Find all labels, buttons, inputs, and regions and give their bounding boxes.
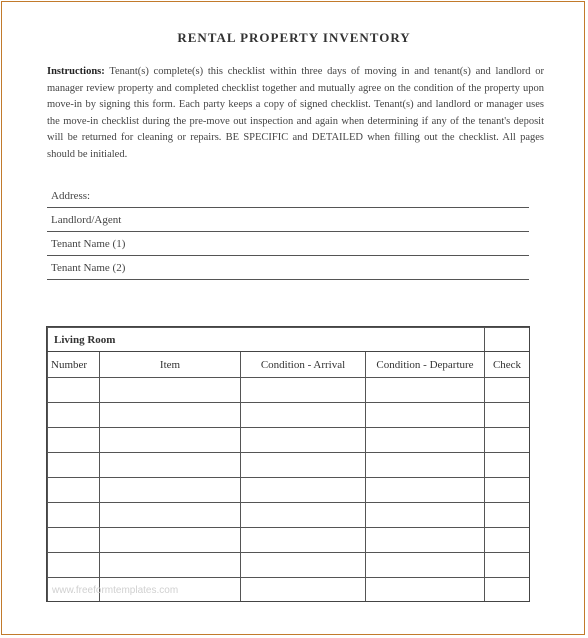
condition-departure-cell[interactable] — [366, 503, 485, 528]
check-cell[interactable] — [485, 503, 530, 528]
condition-departure-cell[interactable] — [366, 453, 485, 478]
column-header-condition-departure: Condition - Departure — [366, 352, 485, 378]
number-cell[interactable] — [48, 503, 100, 528]
landlord-agent-label: Landlord/Agent — [51, 214, 122, 226]
item-cell[interactable] — [100, 528, 241, 553]
tenant-name-2-field[interactable] — [47, 256, 529, 280]
check-cell[interactable] — [485, 528, 530, 553]
instructions-label: Instructions: — [47, 66, 105, 77]
condition-departure-cell[interactable] — [366, 528, 485, 553]
inventory-table-wrapper — [46, 326, 530, 602]
number-cell[interactable] — [48, 403, 100, 428]
condition-arrival-cell[interactable] — [241, 428, 366, 453]
check-cell[interactable] — [485, 578, 530, 603]
landlord-agent-field[interactable] — [47, 208, 529, 232]
column-header-number: Number — [48, 352, 100, 378]
address-field[interactable] — [47, 184, 529, 208]
number-cell[interactable] — [48, 528, 100, 553]
tenant-name-2-label: Tenant Name (2) — [51, 262, 126, 274]
tenant-name-1-label: Tenant Name (1) — [51, 238, 126, 250]
number-cell[interactable] — [48, 378, 100, 403]
condition-arrival-cell[interactable] — [241, 453, 366, 478]
instructions-text: Tenant(s) complete(s) this checklist within three days of moving in and tenant(s) and landlord or manager review property and completed checklist together and mutually agree on the condition of the property upon move-in by signing this form. Each party keeps a copy of signed checklist. Tenant(s) and landlord or manager uses the move-in checklist during the pre-move out inspection and again when determining if any of the tenant's deposit will be returned for cleaning or repairs. BE SPECIFIC and DETAILED when filling out the checklist. All pages should be initialed. — [47, 66, 544, 160]
number-cell[interactable] — [48, 453, 100, 478]
item-cell[interactable] — [100, 478, 241, 503]
condition-arrival-cell[interactable] — [241, 503, 366, 528]
item-cell[interactable] — [100, 453, 241, 478]
table-row — [48, 453, 530, 478]
table-header-row — [48, 352, 530, 378]
column-header-item: Item — [100, 352, 241, 378]
condition-departure-cell[interactable] — [366, 553, 485, 578]
condition-arrival-cell[interactable] — [241, 528, 366, 553]
tenant-name-1-field[interactable] — [47, 232, 529, 256]
condition-departure-cell[interactable] — [366, 478, 485, 503]
address-label: Address: — [51, 190, 91, 202]
check-cell[interactable] — [485, 553, 530, 578]
table-row — [48, 503, 530, 528]
condition-arrival-cell[interactable] — [241, 378, 366, 403]
document-title: RENTAL PROPERTY INVENTORY — [177, 30, 411, 45]
table-row — [48, 478, 530, 503]
inventory-table — [47, 327, 530, 602]
item-cell[interactable] — [100, 553, 241, 578]
condition-departure-cell[interactable] — [366, 378, 485, 403]
table-row — [48, 528, 530, 553]
condition-arrival-cell[interactable] — [241, 403, 366, 428]
condition-arrival-cell[interactable] — [241, 553, 366, 578]
condition-departure-cell[interactable] — [366, 403, 485, 428]
check-cell[interactable] — [485, 478, 530, 503]
table-row — [48, 403, 530, 428]
check-cell[interactable] — [485, 378, 530, 403]
table-row — [48, 378, 530, 403]
section-title: Living Room — [48, 328, 485, 352]
section-check-cell — [485, 328, 530, 352]
section-row — [48, 328, 530, 352]
condition-arrival-cell[interactable] — [241, 578, 366, 603]
table-row — [48, 553, 530, 578]
number-cell[interactable] — [48, 478, 100, 503]
watermark: www.freeformtemplates.com — [52, 585, 179, 596]
table-row — [48, 428, 530, 453]
item-cell[interactable] — [100, 503, 241, 528]
item-cell[interactable] — [100, 403, 241, 428]
column-header-check: Check — [485, 352, 530, 378]
check-cell[interactable] — [485, 428, 530, 453]
item-cell[interactable] — [100, 378, 241, 403]
check-cell[interactable] — [485, 453, 530, 478]
condition-departure-cell[interactable] — [366, 578, 485, 603]
number-cell[interactable] — [48, 553, 100, 578]
check-cell[interactable] — [485, 403, 530, 428]
item-cell[interactable] — [100, 428, 241, 453]
column-header-condition-arrival: Condition - Arrival — [241, 352, 366, 378]
condition-departure-cell[interactable] — [366, 428, 485, 453]
condition-arrival-cell[interactable] — [241, 478, 366, 503]
number-cell[interactable] — [48, 428, 100, 453]
table-body — [48, 378, 530, 603]
instructions-paragraph — [47, 64, 544, 163]
